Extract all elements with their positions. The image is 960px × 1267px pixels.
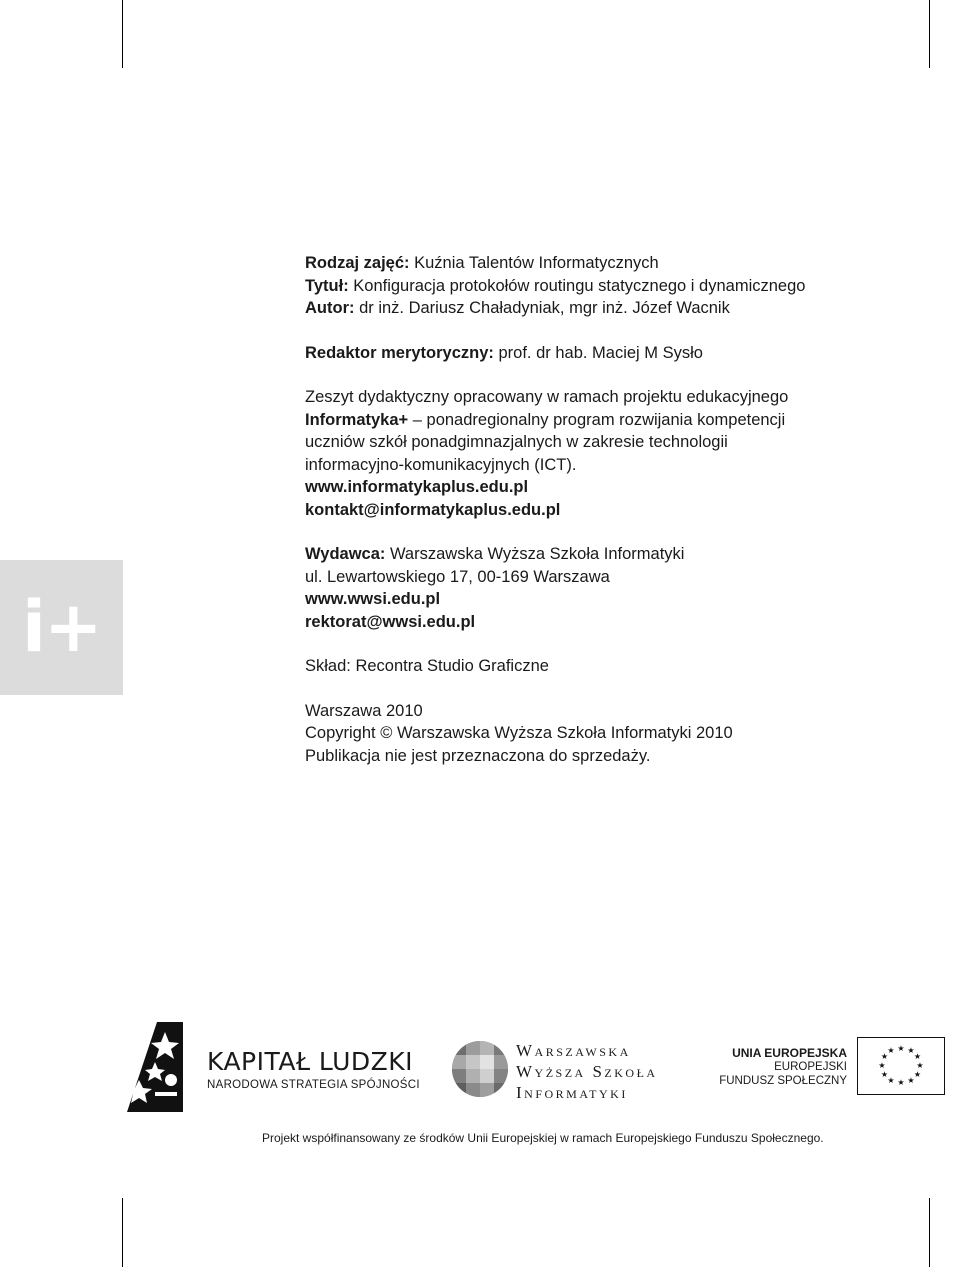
description-line-4: informacyjno-komunikacyjnych (ICT). <box>305 455 577 474</box>
imprint-place-year: Warszawa 2010 <box>305 701 423 720</box>
description-line-3: uczniów szkół ponadgimnazjalnych w zakresie technologii <box>305 433 728 451</box>
crop-mark-top-right <box>929 0 930 68</box>
svg-text:★: ★ <box>880 1070 889 1079</box>
eu-flag-icon <box>857 1037 945 1095</box>
autor-line <box>305 297 925 320</box>
rodzaj-value: Kuźnia Talentów Informatycznych <box>409 254 659 272</box>
publisher-line <box>305 543 925 566</box>
redaktor-value: prof. dr hab. Maciej M Sysło <box>493 343 703 362</box>
side-tab <box>0 560 123 695</box>
autor-value: dr inż. Dariusz Chaładyniak, mgr inż. Józef Wacnik <box>354 299 730 317</box>
svg-text:★: ★ <box>887 1046 895 1055</box>
kapital-ludzki-logo-icon <box>125 1022 183 1112</box>
rodzaj-label: Rodzaj zajęć: <box>305 254 410 272</box>
svg-text:★: ★ <box>897 1078 905 1087</box>
publisher-name: Warszawska Wyższa Szkoła Informatyki <box>385 545 685 563</box>
eu-fund-wordmark: UNIA EUROPEJSKA EUROPEJSKI FUNDUSZ SPOŁECZNY <box>719 1046 847 1087</box>
svg-text:★: ★ <box>916 1061 924 1070</box>
redaktor-line <box>305 342 925 365</box>
crop-mark-top-left <box>122 0 123 68</box>
svg-text:★: ★ <box>907 1046 915 1055</box>
svg-text:★: ★ <box>880 1052 889 1061</box>
svg-text:★: ★ <box>913 1052 922 1061</box>
imprint-notice: Publikacja nie jest przeznaczona do sprzedaży. <box>305 746 651 765</box>
publisher-email-link[interactable]: rektorat@wwsi.edu.pl <box>305 612 476 631</box>
crop-mark-bottom-left <box>122 1198 123 1267</box>
crop-mark-bottom-right <box>929 1198 930 1267</box>
rodzaj-line <box>305 252 925 275</box>
svg-text:★: ★ <box>887 1076 895 1085</box>
project-website-link[interactable]: www.informatykaplus.edu.pl <box>305 478 529 496</box>
tytul-line <box>305 275 925 298</box>
publisher-website-link[interactable]: www.wwsi.edu.pl <box>305 590 441 608</box>
kapital-ludzki-title: KAPITAŁ LUDZKI <box>207 1047 414 1076</box>
wwsi-sphere-logo-icon <box>451 1040 509 1098</box>
description-line-2: Informatyka+ – ponadregionalny program rozwijania kompetencji <box>305 410 786 429</box>
autor-label: Autor: <box>305 299 355 317</box>
cofinancing-note: Projekt współfinansowany ze środków Unii Europejskiej w ramach Europejskiego Funduszu Społecznego. <box>262 1131 824 1145</box>
brand-name: Informatyka+ <box>305 410 409 429</box>
tytul-label: Tytuł: <box>305 276 349 295</box>
publisher-label: Wydawca: <box>305 545 386 563</box>
svg-text:★: ★ <box>878 1061 886 1070</box>
tytul-value: Konfiguracja protokołów routingu statycznego i dynamicznego <box>348 276 806 295</box>
svg-text:★: ★ <box>913 1070 922 1079</box>
informatyka-plus-mark: i+ <box>22 586 101 668</box>
colophon <box>305 252 925 767</box>
description-line-1: Zeszyt dydaktyczny opracowany w ramach projektu edukacyjnego <box>305 388 789 406</box>
imprint-copyright: Copyright © Warszawska Wyższa Szkoła Informatyki 2010 <box>305 724 733 742</box>
publisher-address: ul. Lewartowskiego 17, 00-169 Warszawa <box>305 567 610 586</box>
kapital-ludzki-subtitle: NARODOWA STRATEGIA SPÓJNOŚCI <box>207 1079 420 1091</box>
svg-text:★: ★ <box>897 1044 905 1053</box>
typesetting-line: Skład: Recontra Studio Graficzne <box>305 657 549 675</box>
sponsor-logos <box>0 1020 960 1120</box>
project-email-link[interactable]: kontakt@informatykaplus.edu.pl <box>305 500 561 519</box>
wwsi-wordmark: Warszawska Wyższa Szkoła Informatyki <box>516 1041 658 1102</box>
svg-text:★: ★ <box>907 1076 915 1085</box>
redaktor-label: Redaktor merytoryczny: <box>305 343 494 362</box>
